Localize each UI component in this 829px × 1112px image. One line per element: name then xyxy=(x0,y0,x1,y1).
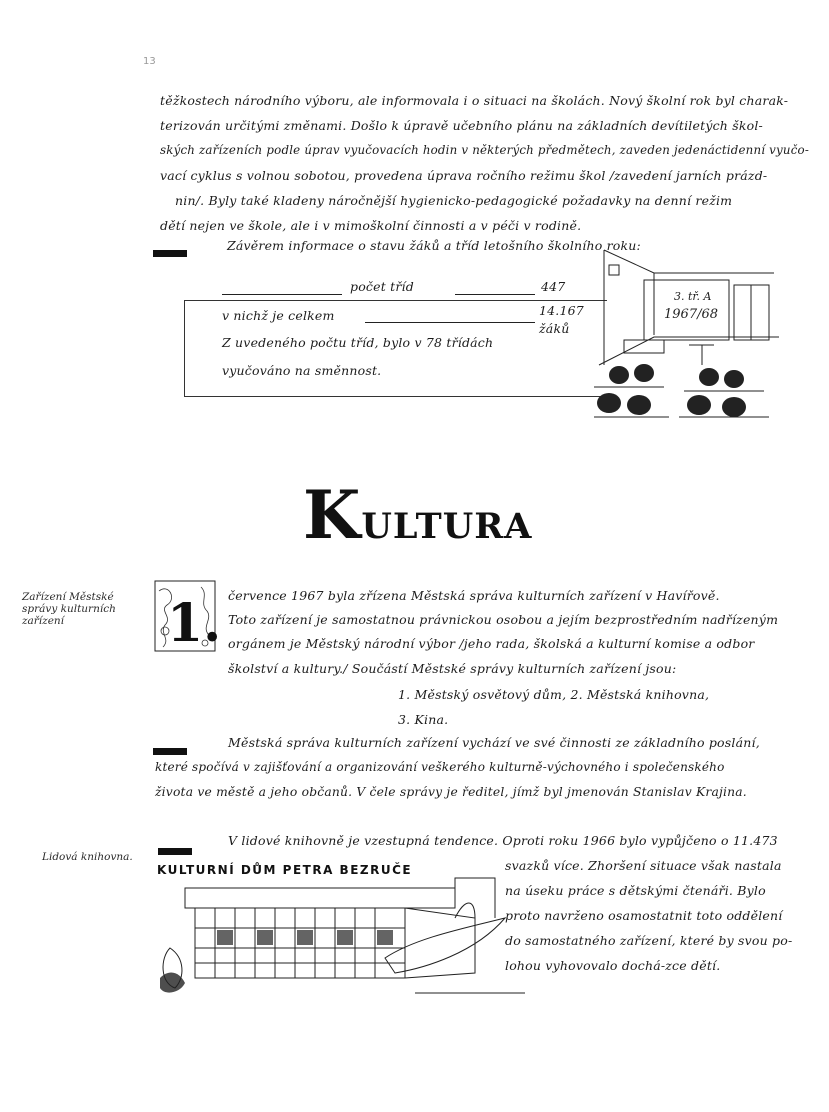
paragraph1-line: vací cyklus s volnou sobotou, provedena úprava ročního režimu škol /zavedení jarních prázd- xyxy=(160,168,768,183)
building-illustration xyxy=(155,858,525,1003)
library-line: lohou vyhovovalo dochá-zce dětí. xyxy=(505,958,721,973)
pupils-value: 14.167 xyxy=(539,303,584,318)
margin-note-line: Zařízení Městské xyxy=(22,591,114,603)
stats-note: Z uvedeného počtu tříd, bylo v 78 třídách xyxy=(222,335,494,350)
pupils-unit: žáků xyxy=(539,321,570,336)
paragraph1-line: terizován určitými změnami. Došlo k úpravě učebního plánu na základních devítiletých škol- xyxy=(160,118,763,133)
kultura-line: orgánem je Městský národní výbor /jeho rada, školská a kulturní komise a odbor xyxy=(228,636,755,651)
classes-value: 447 xyxy=(541,279,566,294)
section-title xyxy=(303,476,532,554)
kultura-paragraph2-line: Městská správa kulturních zařízení vychází ve své činnosti ze základního poslání, xyxy=(228,735,760,750)
paragraph-marker xyxy=(153,250,187,257)
building-sign: KULTURNÍ DŮM PETRA BEZRUČE xyxy=(157,863,413,877)
classes-label: počet tříd xyxy=(350,279,414,294)
board-line: 1967/68 xyxy=(664,307,719,322)
blank-line xyxy=(455,294,535,295)
kultura-paragraph2-line: které spočívá v zajišťování a organizování veškerého kulturně-výchovného i společenského xyxy=(155,760,725,774)
paragraph-marker xyxy=(153,748,187,755)
board-line: 3. tř. A xyxy=(674,290,712,303)
paragraph1-line: těžkostech národního výboru, ale informovala i o situaci na školách. Nový školní rok byl charak- xyxy=(160,93,789,108)
title-first-letter: K xyxy=(303,476,362,554)
library-line: proto navrženo osamostatnit toto oddělení xyxy=(505,908,783,923)
paragraph1-line: dětí nejen ve škole, ale i v mimoškolní činnosti a v péči v rodině. xyxy=(160,218,582,233)
stats-intro: Závěrem informace o stavu žáků a tříd letošního školního roku: xyxy=(227,238,641,253)
kultura-line: 1. Městský osvětový dům, 2. Městská knihovna, xyxy=(398,687,710,702)
pupils-label: v nichž je celkem xyxy=(222,308,335,323)
library-line: na úseku práce s dětskými čtenáři. Bylo xyxy=(505,883,766,898)
drop-cap: 1. xyxy=(167,593,222,654)
margin-note-library: Lidová knihovna. xyxy=(42,851,133,863)
kultura-line: Toto zařízení je samostatnou právnickou osobou a jejím bezprostředním nadřízeným xyxy=(228,612,779,627)
blank-line xyxy=(222,294,342,295)
blank-line xyxy=(365,322,535,323)
paragraph1-line: ských zařízeních podle úprav vyučovacích hodin v některých předmětech, zaveden jedenáctidenní vyučo- xyxy=(160,143,810,157)
kultura-paragraph2-line: života ve městě a jeho občanů. V čele správy je ředitel, jímž byl jmenován Stanislav Krajina. xyxy=(155,785,747,799)
library-line: svazků více. Zhoršení situace však nastala xyxy=(505,858,782,873)
paragraph-marker xyxy=(158,848,192,855)
margin-note-line: zařízení xyxy=(22,615,65,627)
classroom-illustration xyxy=(594,245,784,420)
title-rest: ultura xyxy=(361,491,533,550)
drop-cap-ornament xyxy=(155,581,222,654)
kultura-line: 3. Kina. xyxy=(398,712,449,727)
kultura-line: července 1967 byla zřízena Městská správa kulturních zařízení v Havířově. xyxy=(228,588,720,603)
margin-note-line: správy kulturních xyxy=(22,603,116,615)
library-line: do samostatného zařízení, které by svou po- xyxy=(505,933,793,948)
paragraph1-line: nin/. Byly také kladeny náročnější hygienicko-pedagogické požadavky na denní režim xyxy=(175,193,733,208)
stats-note: vyučováno na směnnost. xyxy=(222,363,382,378)
page-number: 13 xyxy=(143,56,156,67)
library-line: V lidové knihovně je vzestupná tendence. Oproti roku 1966 bylo vypůjčeno o 11.473 xyxy=(228,833,778,848)
margin-note-kultura xyxy=(22,591,116,627)
kultura-line: školství a kultury./ Součástí Městské správy kulturních zařízení jsou: xyxy=(228,661,677,676)
